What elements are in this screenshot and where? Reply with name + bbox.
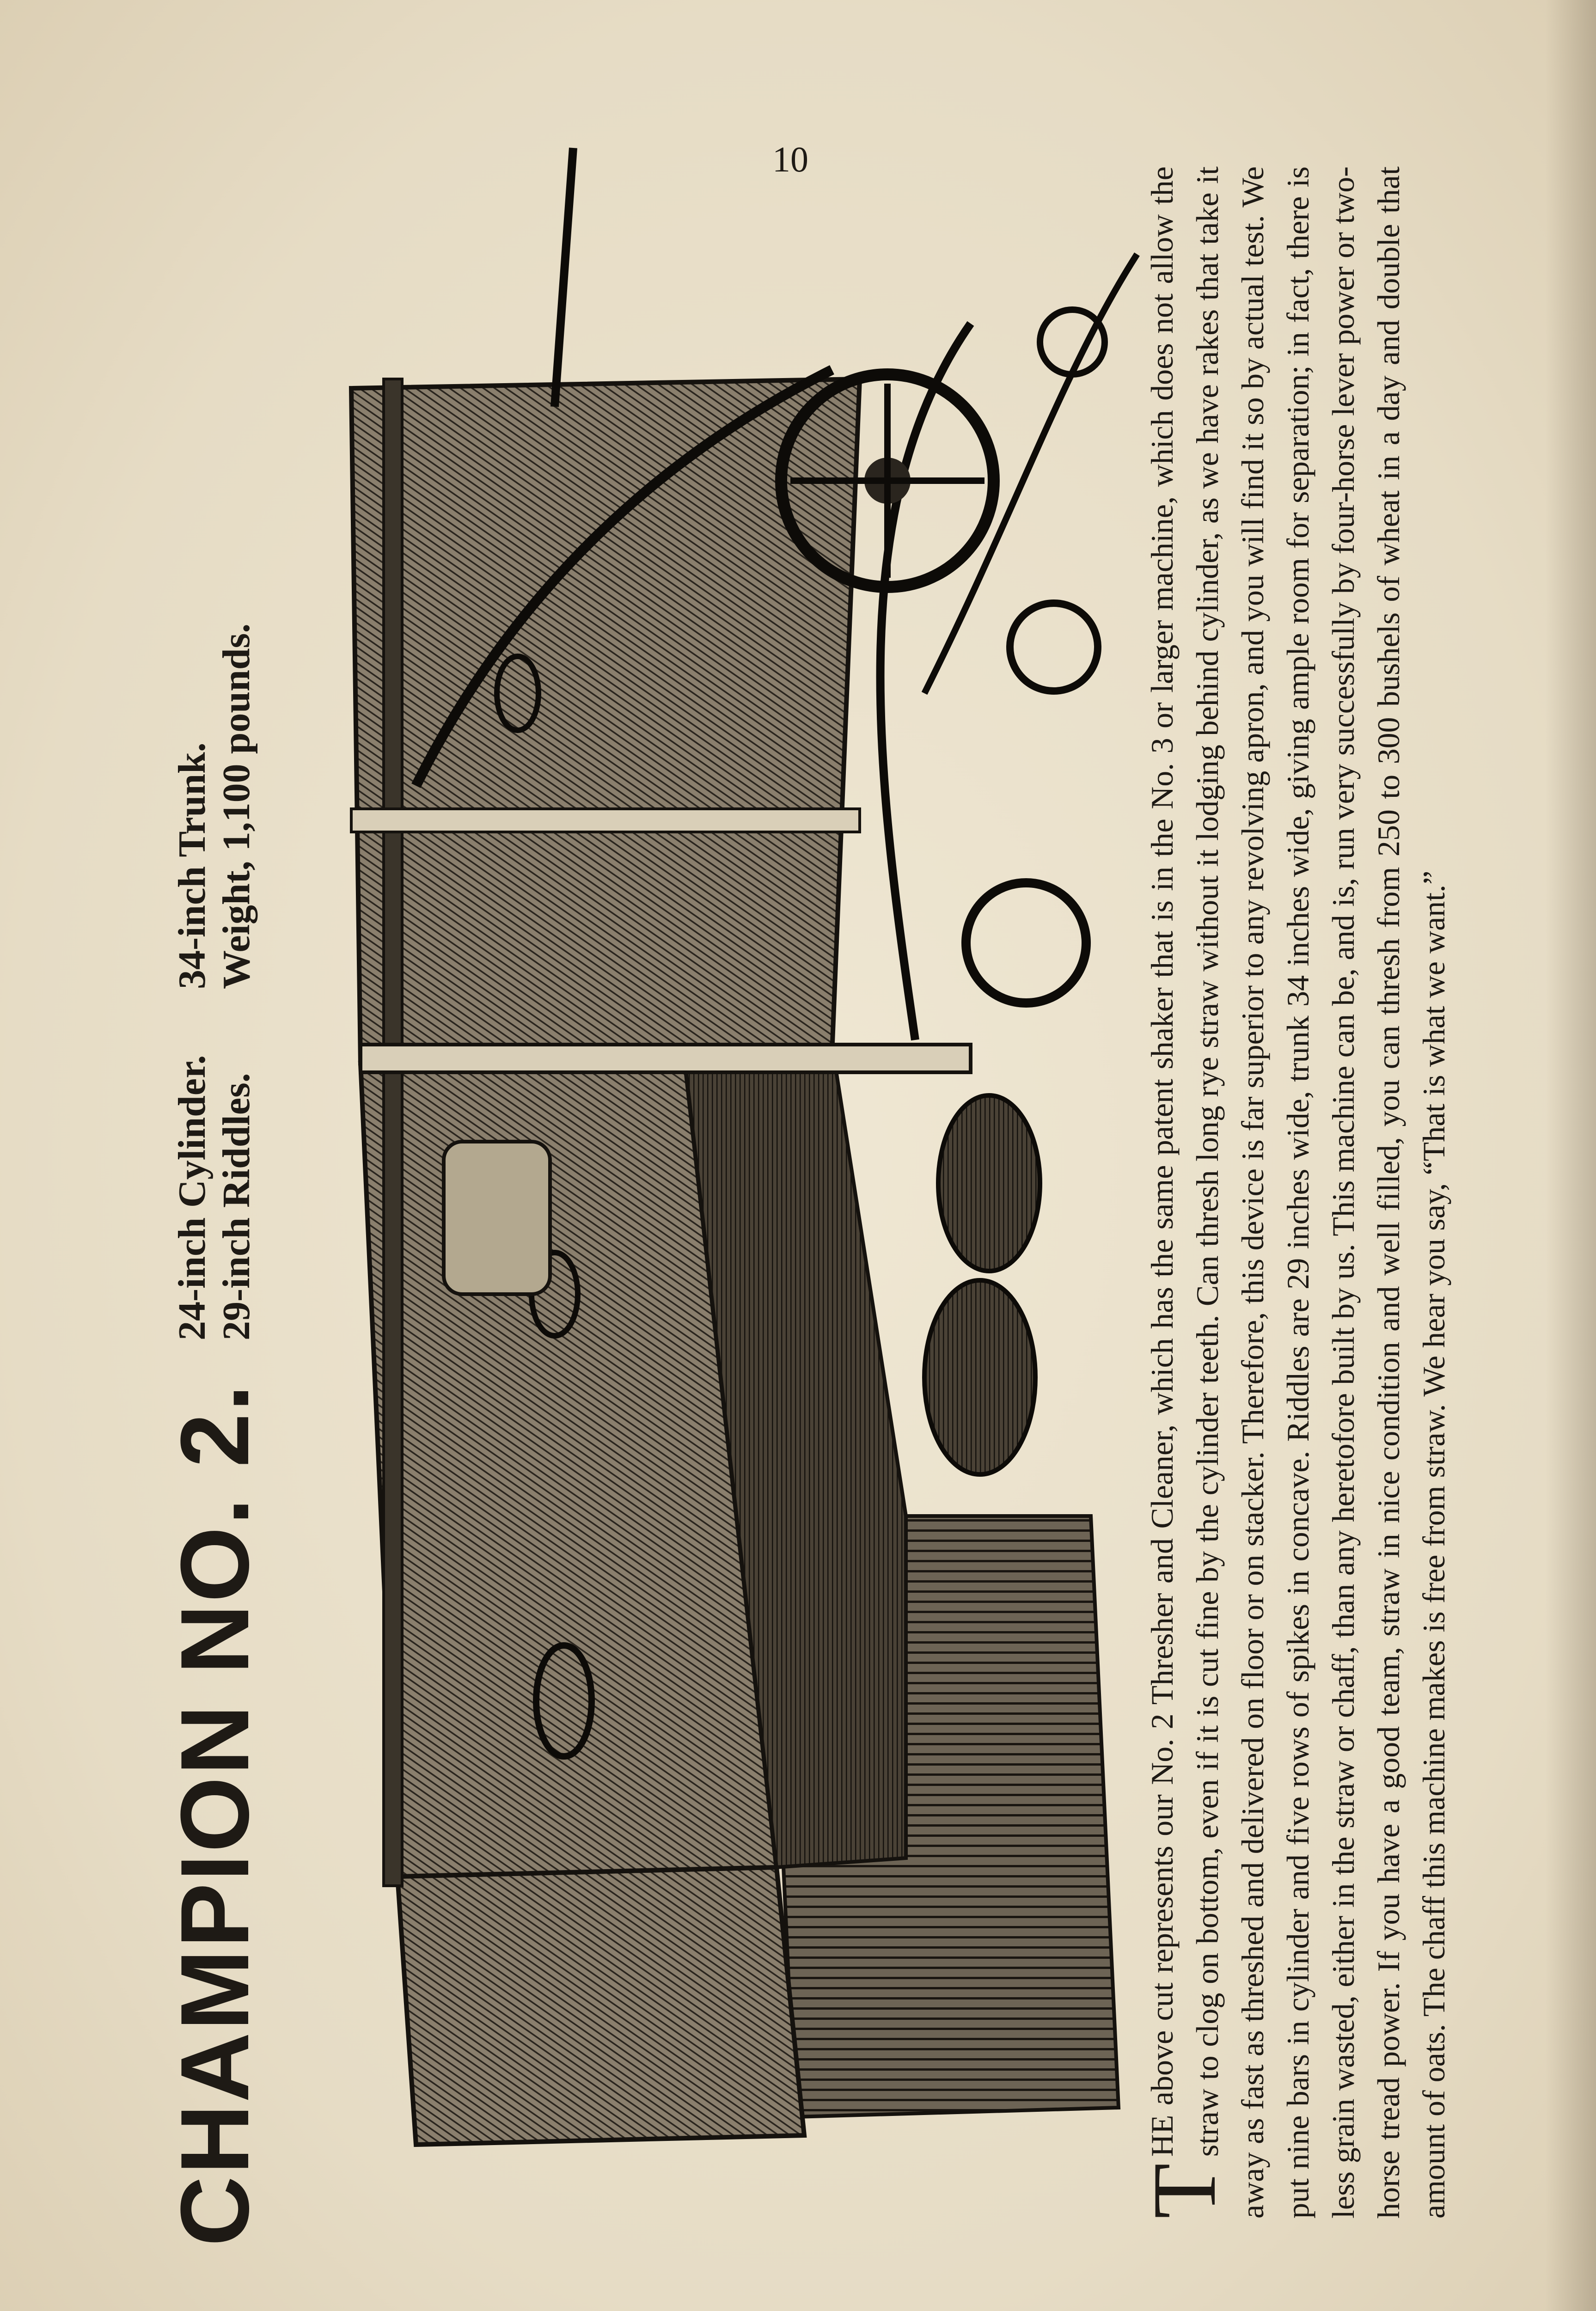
spine-shadow bbox=[1545, 0, 1596, 2311]
page-title: CHAMPION NO. 2. bbox=[160, 1382, 269, 2246]
machine-rear-end bbox=[397, 1867, 804, 2145]
description-paragraph bbox=[1134, 166, 1456, 2219]
specs-row-1 bbox=[170, 624, 214, 1340]
feed-lever bbox=[555, 148, 573, 407]
page-number: 10 bbox=[772, 139, 808, 179]
rotated-content bbox=[160, 102, 1451, 2246]
pulley-wheel bbox=[1010, 603, 1098, 691]
thresher-engraving bbox=[277, 129, 1142, 2172]
spec-trunk: 34-inch Trunk. bbox=[171, 742, 214, 989]
pulley-wheel bbox=[1040, 310, 1105, 374]
machine-specs bbox=[170, 624, 259, 1340]
drop-cap: T bbox=[1134, 2163, 1235, 2219]
top-rail bbox=[384, 379, 402, 1886]
cylinder-drum bbox=[938, 1095, 1040, 1271]
cylinder-drum bbox=[924, 1280, 1035, 1474]
specs-row-2 bbox=[214, 624, 259, 1340]
maker-plate bbox=[444, 1142, 550, 1294]
frame-post bbox=[361, 1045, 971, 1072]
drive-belt bbox=[881, 324, 971, 1040]
spec-riddles: 29-inch Riddles. bbox=[215, 1073, 258, 1340]
pulley-wheel bbox=[966, 883, 1086, 1003]
description-text: HE above cut represents our No. 2 Thresher and Cleaner, which has the same patent shaker that is in the No. 3 or larger machine, which does not allow the straw to clog on bottom, even if it is cut fine by the cylinder teeth. Can thresh long rye straw without it lodging behind cylinder, as we have rakes that take it away as fast as threshed and delivered on floor or on stacker. Therefore, this device is far superior to any revolving apron, and you will find it so by actual test. We put nine bars in cylinder and five rows of spikes in concave. Riddles are 29 inches wide, trunk 34 inches wide, giving ample room for separation; in fact, there is less grain wasted, either in the straw or chaff, than any heretofore built by us. This machine can be, and is, run very successfully by four-horse lever power or two-horse tread power. If you have a good team, straw in nice condition and well filled, you can thresh from 250 to 300 bushels of wheat in a day and double that amount of oats. The chaff this machine makes is free from straw. We hear you say, “That is what we want.” bbox=[1144, 166, 1451, 2219]
frame-post bbox=[351, 809, 860, 832]
spec-cylinder: 24-inch Cylinder. bbox=[171, 1055, 214, 1340]
drive-belt bbox=[924, 254, 1137, 693]
spec-weight: Weight, 1,100 pounds. bbox=[215, 623, 258, 989]
